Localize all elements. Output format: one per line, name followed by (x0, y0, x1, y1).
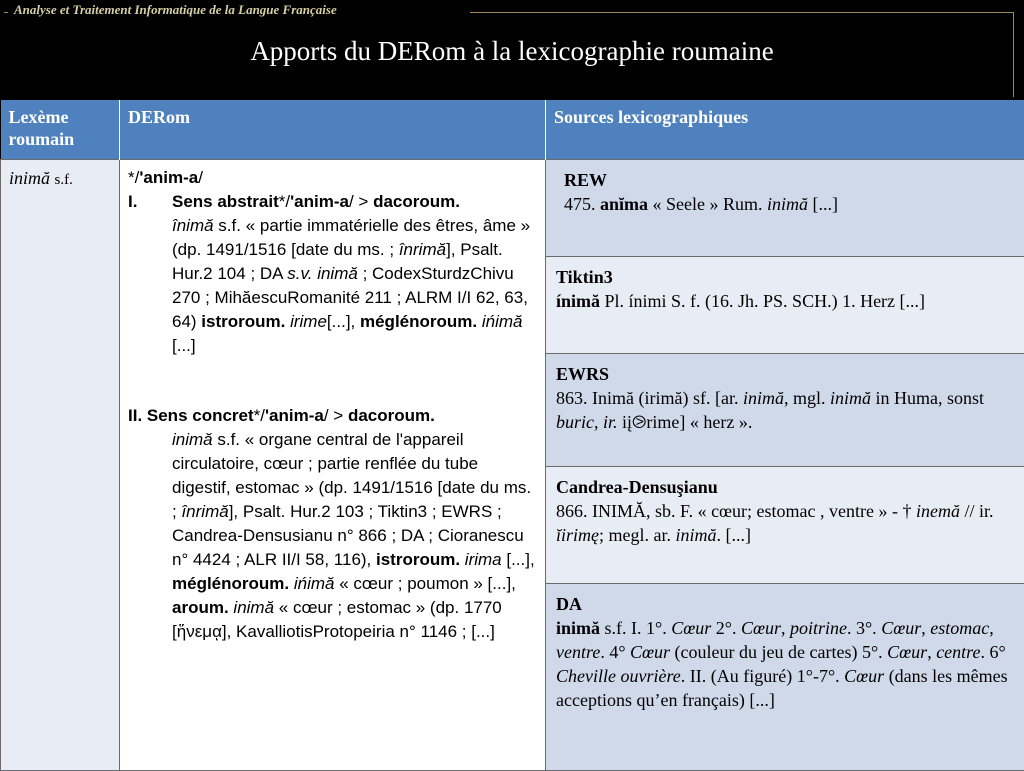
header-sources: Sources lexicographiques (546, 100, 1024, 160)
source-ewrs: EWRS 863. Inimă (irimă) sf. [ar. inimă, mgl. inimă in Huma, sonst buric, ir. iį⧁rime] « herz ». (546, 354, 1024, 467)
source-ewrs-name: EWRS (556, 362, 1014, 386)
table-row (1, 160, 1024, 257)
source-rew-name: REW (564, 168, 1014, 192)
table-header-row (1, 100, 1024, 160)
sense-2-heading: II. Sens concret*/'anim-a/ > dacoroum. (128, 404, 537, 428)
sense-1-heading: I. Sens abstrait*/'anim-a/ > dacoroum. (128, 190, 537, 214)
source-rew: REW 475. anĭma « Seele » Rum. inimă [...] (546, 160, 1024, 257)
lexeme-word: inimă (9, 168, 50, 188)
lexeme-pos: s.f. (55, 172, 73, 188)
lexeme-cell (1, 160, 120, 771)
source-da: DA inimă s.f. I. 1°. Cœur 2°. Cœur, poitrine. 3°. Cœur, estomac, ventre. 4° Cœur (couleur du jeu de cartes) 5°. Cœur, centre. 6° Cheville ouvrière. II. (Au figuré) 1°-7°. Cœur (dans les mêmes acceptions qu’en français) [...] (546, 584, 1024, 771)
source-candrea: Candrea-Densuşianu 866. INIMĂ, sb. F. « cœur; estomac , ventre » - † inemă // ir. ĭirimę; megl. ar. inimă. [...] (546, 467, 1024, 584)
header-label: Analyse et Traitement Informatique de la Langue Française (14, 2, 337, 18)
page-title: Apports du DERom à la lexicographie roumaine (0, 36, 1024, 67)
derom-etymon: */'anim-a/ (128, 166, 537, 190)
source-candrea-name: Candrea-Densuşianu (556, 475, 1014, 499)
sense-2-body: inimă s.f. « organe central de l'appareil circulatoire, cœur ; partie renflée du tube digestif, estomac » (dp. 1491/1516 [date du ms. ; înrimă], Psalt. Hur.2 103 ; Tiktin3 ; EWRS ; Candrea-Densusianu n° 866 ; DA ; Cioranescu n° 4424 ; ALR II/I 58, 116), istroroum. irima [...], méglénoroum. ińimă « cœur ; poumon » [...], aroum. inimă « cœur ; estomac » (dp. 1770 [ἥνεμᾳ], KavalliotisProtopeiria n° 1146 ; [...] (128, 428, 537, 644)
comparison-table (0, 100, 1024, 771)
source-da-name: DA (556, 592, 1014, 616)
derom-cell (120, 160, 546, 771)
sense-1-body: înimă s.f. « partie immatérielle des êtres, âme » (dp. 1491/1516 [date du ms. ; înrimă], Psalt. Hur.2 104 ; DA s.v. inimă ; CodexSturdzChivu 270 ; MihăescuRomanité 211 ; ALRM I/I 62, 63, 64) istroroum. irime[...], méglénoroum. ińimă [...] (128, 214, 537, 358)
source-tiktin-name: Tiktin3 (556, 265, 1014, 289)
source-tiktin: Tiktin3 ínimă Pl. ínimi S. f. (16. Jh. PS. SCH.) 1. Herz [...] (546, 257, 1024, 354)
header-derom: DERom (120, 100, 546, 160)
header-lexeme: Lexème roumain (1, 100, 120, 160)
